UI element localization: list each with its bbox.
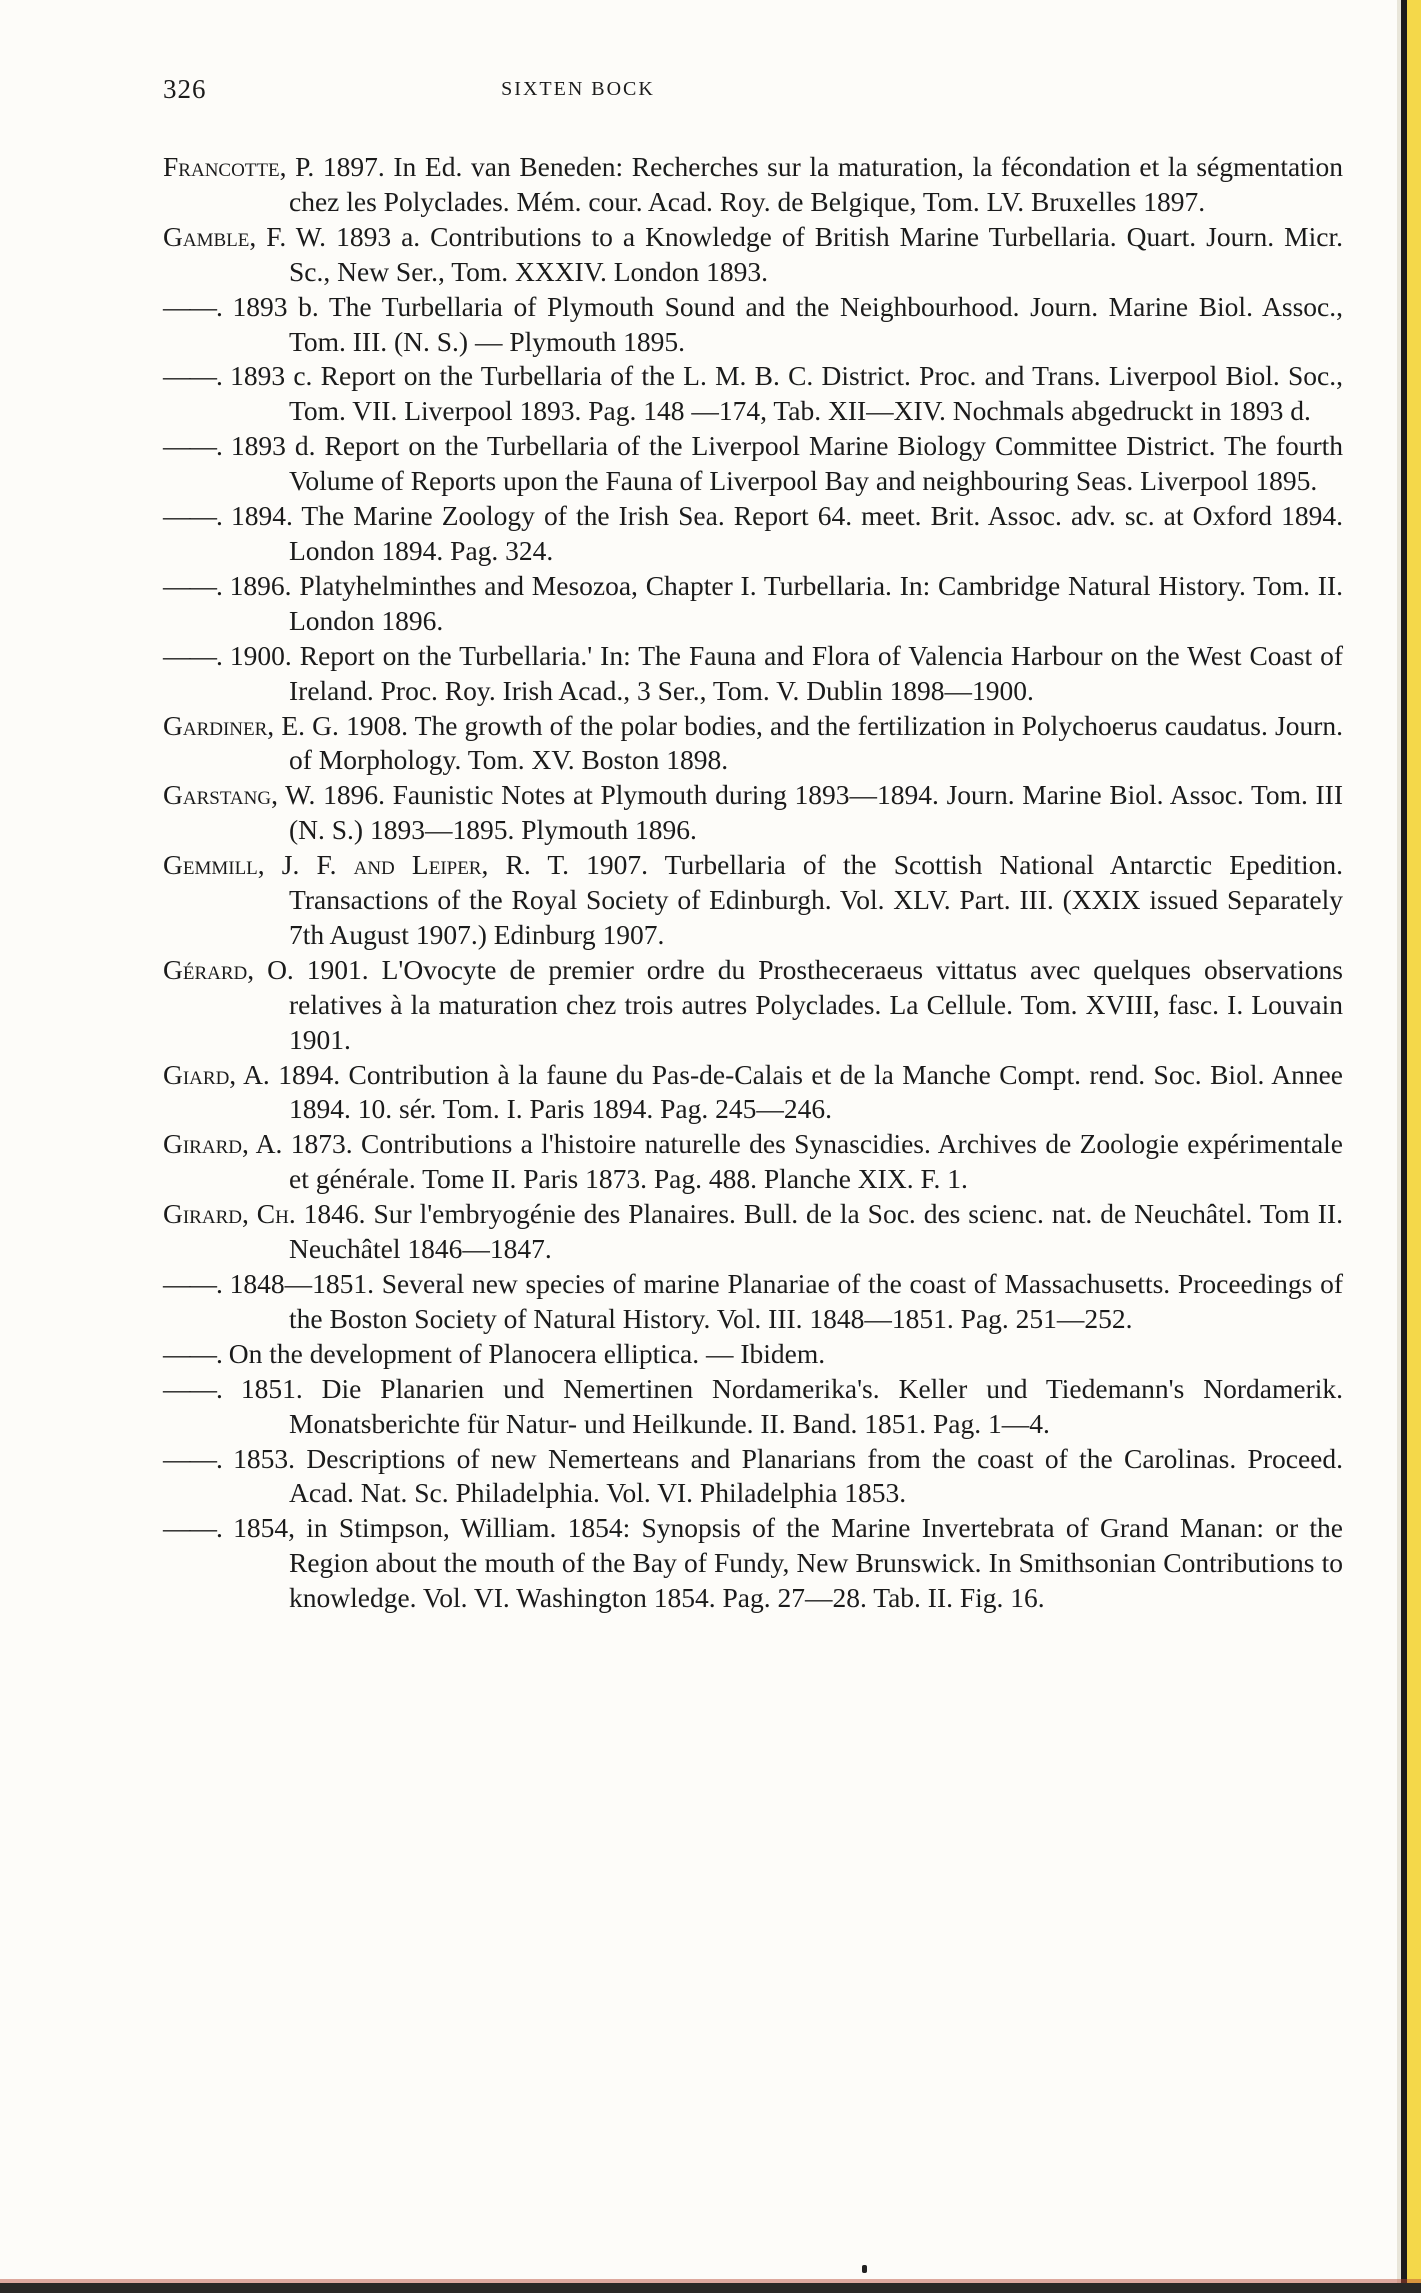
bibliography-entry xyxy=(163,569,1343,639)
entry-author: ——. xyxy=(163,1337,222,1369)
entry-text: 1900. Report on the Turbellaria.' In: The Fauna and Flora of Valencia Harbour on the West Coast of Ireland. Proc. Roy. Irish Acad., 3 Ser., Tom. V. Dublin 1898—1900. xyxy=(229,639,1343,706)
entry-author: Gamble, F. W. xyxy=(163,220,327,252)
bibliography-entry xyxy=(163,1442,1343,1512)
entry-text: 1893 b. The Turbellaria of Plymouth Sound and the Neighbourhood. Journ. Marine Biol. Assoc., Tom. III. (N. S.) — Plymouth 1895. xyxy=(232,290,1344,357)
page-header xyxy=(163,74,1343,114)
entry-text: 1893 c. Report on the Turbellaria of the L. M. B. C. District. Proc. and Trans. Liverpool Biol. Soc., Tom. VII. Liverpool 1893. Pag. 148 —174, Tab. XII—XIV. Nochmals abgedruckt in 1893 d. xyxy=(230,360,1343,427)
entry-text: 1893 a. Contributions to a Knowledge of British Marine Turbellaria. Quart. Journ. Micr. Sc., New Ser., Tom. XXXIV. London 1893. xyxy=(289,220,1343,287)
entry-author: ——. xyxy=(163,430,222,462)
bibliography-entry xyxy=(163,1511,1343,1616)
entry-author: ——. xyxy=(163,1442,222,1474)
entry-author: Gemmill, J. F. and Leiper, R. T. xyxy=(163,849,569,881)
entry-author: Gérard, O. xyxy=(163,953,294,985)
entry-text: 1848—1851. Several new species of marine Planariae of the coast of Massachusetts. Proceedings of the Boston Society of Natural History. Vol. III. 1848—1851. Pag. 251—252. xyxy=(229,1268,1344,1334)
entry-author: ——. xyxy=(163,500,222,532)
entry-text: 1854, in Stimpson, William. 1854: Synopsis of the Marine Invertebrata of Grand Manan: or the Region about the mouth of the Bay of Fundy, New Brunswick. In Smithsonian Contributions to knowledge. Vol. VI. Washington 1854. Pag. 27—28. Tab. II. Fig. 16. xyxy=(233,1512,1344,1614)
entry-text: 1893 d. Report on the Turbellaria of the Liverpool Marine Biology Committee District. The fourth Volume of Reports upon the Fauna of Liverpool Bay and neighbouring Seas. Liverpool 1895. xyxy=(230,430,1343,497)
entry-author: Giard, A. xyxy=(163,1058,270,1090)
bibliography-entry xyxy=(163,220,1343,290)
entry-text: 1873. Contributions a l'histoire naturelle des Synascidies. Archives de Zoologie expérimentale et générale. Tome II. Paris 1873. Pag. 488. Planche XIX. F. 1. xyxy=(289,1128,1344,1195)
entry-author: Gardiner, E. G. xyxy=(163,709,339,741)
entry-author: Francotte, P. xyxy=(163,151,315,182)
bibliography-entry xyxy=(163,778,1343,848)
entry-author: ——. xyxy=(163,290,222,322)
entry-text: 1853. Descriptions of new Nemerteans and Planarians from the coast of the Carolinas. Proceed. Acad. Nat. Sc. Philadelphia. Vol. VI. Philadelphia 1853. xyxy=(233,1442,1343,1509)
entry-text: 1894. Contribution à la faune du Pas-de-Calais et de la Manche Compt. rend. Soc. Biol. Annee 1894. 10. sér. Tom. I. Paris 1894. Pag. 245—246. xyxy=(278,1058,1343,1125)
bibliography-entry xyxy=(163,359,1343,429)
entry-text: 1897. In Ed. van Beneden: Recherches sur la maturation, la fécondation et la ségmentation chez les Polyclades. Mém. cour. Acad. Roy. de Belgique, Tom. LV. Bruxelles 1897. xyxy=(289,151,1343,217)
scan-speck xyxy=(862,2265,867,2273)
bibliography-entry xyxy=(163,290,1343,360)
entry-author: Girard, Ch. xyxy=(163,1198,296,1230)
bibliography-entry xyxy=(163,848,1343,953)
entry-author: Garstang, W. xyxy=(163,779,316,811)
entry-author: ——. xyxy=(163,569,222,601)
entry-author: ——. xyxy=(163,639,222,671)
entry-text: 1894. The Marine Zoology of the Irish Sea. Report 64. meet. Brit. Assoc. adv. sc. at Oxford 1894. London 1894. Pag. 324. xyxy=(230,500,1343,566)
bibliography-entry xyxy=(163,1197,1343,1267)
scan-edge-strip xyxy=(1407,0,1421,2293)
entry-text: 1896. Faunistic Notes at Plymouth during 1893—1894. Journ. Marine Biol. Assoc. Tom. III (N. S.) 1893—1895. Plymouth 1896. xyxy=(289,779,1343,846)
entry-text: 1851. Die Planarien und Nemertinen Nordamerika's. Keller und Tiedemann's Nordamerik. Monatsberichte für Natur- und Heilkunde. II. Band. 1851. Pag. 1—4. xyxy=(240,1372,1344,1439)
bibliography-entry xyxy=(163,499,1343,569)
entry-text: 1846. Sur l'embryogénie des Planaires. Bull. de la Soc. des scienc. nat. de Neuchâtel. Tom II. Neuchâtel 1846—1847. xyxy=(289,1198,1343,1265)
entry-author: ——. xyxy=(163,1268,222,1299)
entry-text: 1908. The growth of the polar bodies, and the fertilization in Polychoerus caudatus. Journ. of Morphology. Tom. XV. Boston 1898. xyxy=(289,709,1343,776)
bibliography-list xyxy=(163,150,1343,1616)
bibliography-entry xyxy=(163,709,1343,779)
page-number: 326 xyxy=(163,74,207,104)
running-title: SIXTEN BOCK xyxy=(501,78,655,100)
bibliography-entry xyxy=(163,1267,1343,1337)
entry-text: 1896. Platyhelminthes and Mesozoa, Chapter I. Turbellaria. In: Cambridge Natural History. Tom. II. London 1896. xyxy=(229,569,1343,636)
bibliography-entry xyxy=(163,150,1343,220)
bibliography-entry xyxy=(163,1372,1343,1442)
bibliography-entry xyxy=(163,1058,1343,1128)
entry-text: 1901. L'Ovocyte de premier ordre du Prostheceraeus vittatus avec quelques observations relatives à la maturation chez trois autres Polyclades. La Cellule. Tom. XVIII, fasc. I. Louvain 1901. xyxy=(289,953,1343,1055)
entry-text: On the development of Planocera elliptica. — Ibidem. xyxy=(228,1337,826,1369)
bibliography-entry xyxy=(163,429,1343,499)
entry-text: 1907. Turbellaria of the Scottish National Antarctic Epedition. Transactions of the Royal Society of Edinburgh. Vol. XLV. Part. III. (XXIX issued Separately 7th August 1907.) Edinburg 1907. xyxy=(289,849,1343,950)
bibliography-entry xyxy=(163,1337,1343,1372)
scan-bottom-edge xyxy=(0,2283,1421,2293)
entry-author: ——. xyxy=(163,1512,222,1544)
entry-author: ——. xyxy=(163,1372,222,1404)
entry-author: ——. xyxy=(163,360,222,392)
entry-author: Girard, A. xyxy=(163,1128,283,1160)
bibliography-entry xyxy=(163,639,1343,709)
bibliography-entry xyxy=(163,1127,1343,1197)
bibliography-entry xyxy=(163,953,1343,1058)
